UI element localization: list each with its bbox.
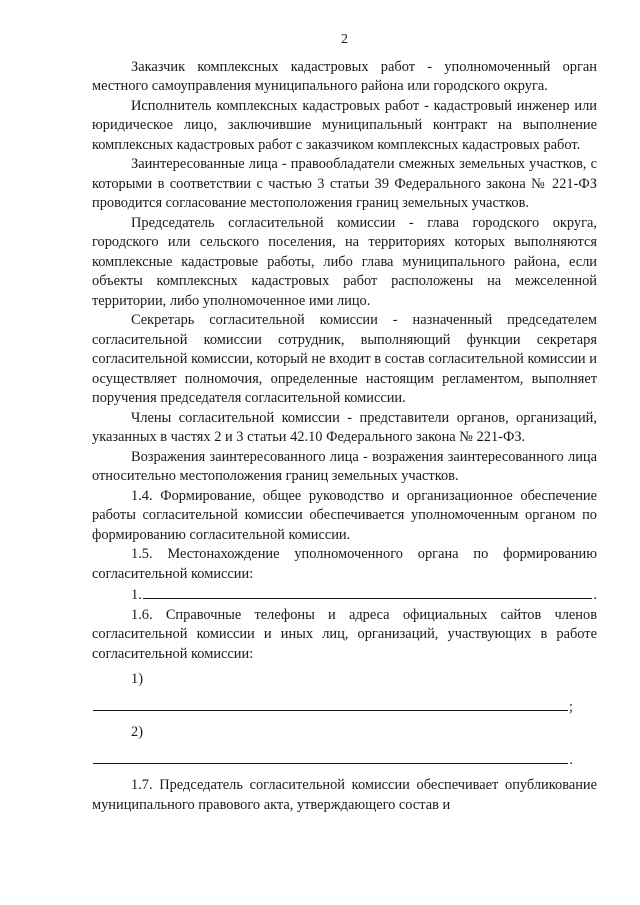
paragraph-section-1-4: 1.4. Формирование, общее руководство и организационное обеспечение работы согласительной комиссии обеспечивается уполномоченным органом по формированию согласительной комиссии. (92, 487, 597, 543)
location-fill-line (92, 584, 597, 606)
document-page (92, 30, 597, 815)
paragraph-customer-definition: Заказчик комплексных кадастровых работ - уполномоченный орган местного самоуправления муниципального района или городского округа. (92, 58, 597, 94)
item-1-end: ; (569, 698, 573, 715)
paragraph-members-definition: Члены согласительной комиссии - представители органов, организаций, указанных в частях 2 и 3 статьи 42.10 Федерального закона № 221-ФЗ. (92, 409, 597, 445)
paragraph-section-1-7: 1.7. Председатель согласительной комиссии обеспечивает опубликование муниципального правового акта, утверждающего состав и (92, 777, 597, 813)
location-fill-end: . (593, 587, 597, 603)
item-1-blank (93, 696, 568, 711)
location-fill-label: 1. (131, 587, 142, 603)
paragraph-section-1-5: 1.5. Местонахождение уполномоченного органа по формированию согласительной комиссии: (92, 546, 597, 582)
item-2-blank (93, 749, 568, 764)
item-2-end: . (569, 751, 573, 768)
item-1-label: 1) (131, 671, 143, 687)
item-2-label: 2) (131, 724, 143, 740)
item-2-fill-line (92, 749, 597, 771)
paragraph-objections-definition: Возражения заинтересованного лица - возражения заинтересованного лица относительно местоположения границ земельных участков. (92, 448, 597, 484)
paragraph-section-1-6: 1.6. Справочные телефоны и адреса официальных сайтов членов согласительной комиссии и иных лиц, организаций, участвующих в работе согласительной комиссии: (92, 606, 597, 662)
item-1-label-line (92, 670, 597, 690)
location-blank (143, 584, 593, 599)
item-2-label-line (92, 723, 597, 743)
paragraph-contractor-definition: Исполнитель комплексных кадастровых работ - кадастровый инженер или юридическое лицо, заключившие муниципальный контракт на выполнение комплексных кадастровых работ с заказчиком комплексных кадастровых работ. (92, 97, 597, 153)
paragraph-chairman-definition: Председатель согласительной комиссии - глава городского округа, городского или сельского поселения, на территориях которых выполняются комплексные кадастровые работы, либо глава муниципального района, если объекты комплексных кадастровых работ расположены на межселенной территории, либо уполномоченное ими лицо. (92, 214, 597, 309)
paragraph-interested-parties-definition: Заинтересованные лица - правообладатели смежных земельных участков, с которыми в соответствии с частью 3 статьи 39 Федерального закона № 221-ФЗ проводится согласование местоположения границ земельных участков. (92, 156, 597, 211)
page-number: 2 (341, 32, 348, 47)
paragraph-secretary-definition: Секретарь согласительной комиссии - назначенный председателем согласительной комиссии сотрудник, выполняющий функции секретаря согласительной комиссии, который не входит в состав согласительной комиссии и осуществляет полномочия, определенные настоящим регламентом, выполняет поручения председателя согласительной комиссии. (92, 312, 597, 406)
item-1-fill-line (92, 696, 597, 718)
